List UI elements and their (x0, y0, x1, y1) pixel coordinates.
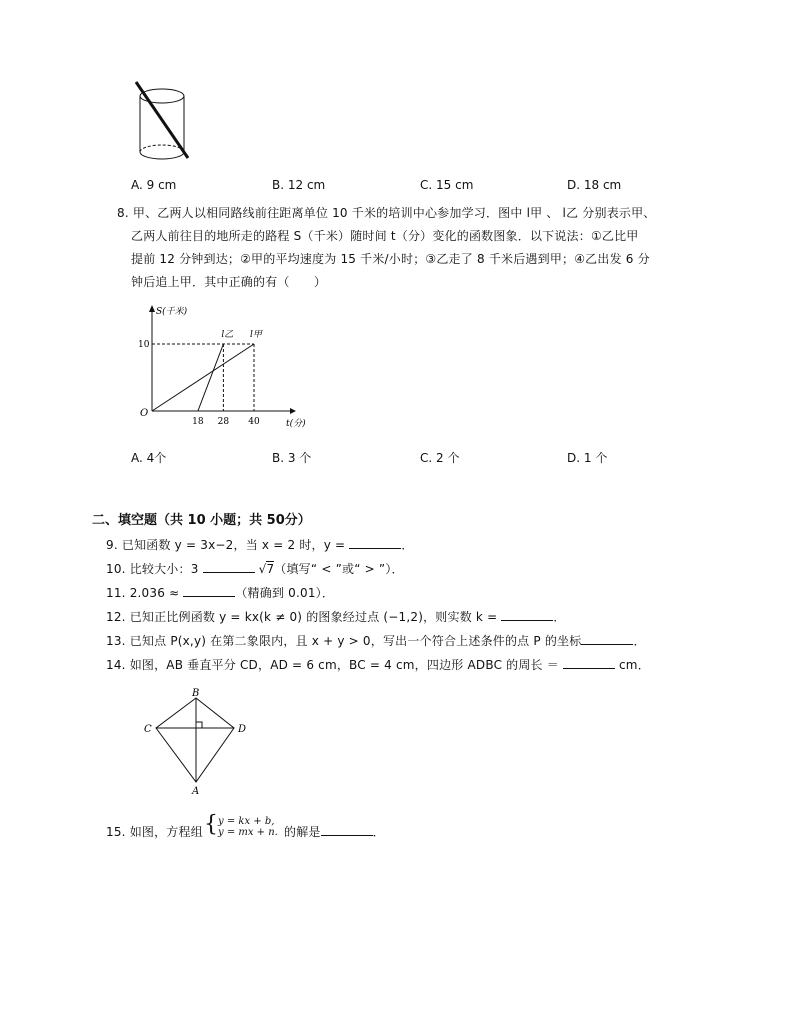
label-d: D (238, 724, 247, 735)
q8-line4: 钟后追上甲．其中正确的有（ ） (131, 275, 327, 289)
label-c: C (144, 724, 152, 735)
q9 (106, 536, 414, 553)
q9-end: ． (401, 538, 414, 552)
sqrt-symbol: √ (258, 562, 267, 576)
cylinder-bottom-back (140, 145, 184, 152)
q8-line1: 8. 甲、乙两人以相同路线前往距离单位 10 千米的培训中心参加学习．图中 l甲 、 l乙 分别表示甲、 (117, 206, 656, 220)
q10-radicand: 7 (266, 562, 275, 576)
q12-end: ． (553, 610, 566, 624)
q11-text: 11. 2.036 ≈ (106, 586, 184, 600)
q11 (106, 584, 334, 601)
origin-label: O (140, 408, 149, 419)
q12-blank[interactable] (501, 609, 553, 621)
q8-option-c: C. 2 个 (420, 451, 460, 465)
y-axis-label: S(千米) (156, 307, 188, 317)
chopstick (136, 82, 188, 158)
q14-text: 14. 如图，AB 垂直平分 CD，AD = 6 cm，BC = 4 cm，四边形 ADBC 的周长 ＝ (106, 658, 563, 672)
section-2-title: 二、填空题（共 10 小题；共 50分） (92, 513, 311, 528)
x-tick-28: 28 (217, 417, 230, 427)
x-tick-40: 40 (248, 417, 260, 427)
system-brace: { (204, 812, 218, 837)
q15-text: 15. 如图，方程组 (106, 825, 203, 839)
q11-end: （精确到 0.01）． (235, 586, 335, 600)
system-eq1: y = kx + b, (218, 816, 275, 827)
q12-text: 12. 已知正比例函数 y = kx(k ≠ 0) 的图象经过点 (−1,2)，则实数 k = (106, 610, 502, 624)
q15-end: ． (372, 825, 385, 839)
right-angle-mark (196, 722, 202, 728)
q8-option-b: B. 3 个 (272, 451, 312, 465)
q15-tail (284, 823, 385, 840)
system-eq2: y = mx + n. (218, 827, 278, 838)
q7-option-c: C. 15 cm (420, 178, 474, 192)
y-tick-10: 10 (138, 340, 150, 350)
q11-blank[interactable] (183, 585, 235, 597)
q13-blank[interactable] (581, 633, 633, 645)
q10-end: （填写“ < ”或“ > ”）． (274, 562, 404, 576)
q10-blank[interactable] (203, 561, 255, 573)
x-axis-arrow (290, 408, 296, 414)
cylinder-bottom-front (140, 152, 184, 159)
q13 (106, 632, 646, 649)
label-a: A (192, 786, 200, 797)
q8-option-a: A. 4个 (131, 451, 167, 465)
line-yi-label: l乙 (221, 330, 234, 340)
line-yi (198, 344, 224, 411)
q15-blank[interactable] (321, 824, 373, 836)
q10-text: 10. 比较大小：3 (106, 562, 203, 576)
line-jia-label: l甲 (250, 330, 262, 340)
q14-blank[interactable] (563, 657, 615, 669)
q10 (106, 560, 404, 577)
q7-option-a: A. 9 cm (131, 178, 177, 192)
q14-end: cm． (615, 658, 650, 672)
q8-distance-time-graph (136, 300, 306, 432)
q7-option-d: D. 18 cm (567, 178, 622, 192)
x-tick-18: 18 (192, 417, 204, 427)
q8-option-d: D. 1 个 (567, 451, 608, 465)
q13-text: 13. 已知点 P(x,y) 在第二象限内，且 x + y > 0，写出一个符合上述条件的点 P 的坐标 (106, 634, 582, 648)
q15-mid: 的解是 (284, 825, 321, 839)
q9-text: 9. 已知函数 y = 3x−2，当 x = 2 时，y = (106, 538, 350, 552)
q12 (106, 608, 566, 625)
y-axis-arrow (149, 305, 155, 312)
q9-blank[interactable] (349, 537, 401, 549)
q8-line3: 提前 12 分钟到达；②甲的平均速度为 15 千米/小时；③乙走了 8 千米后遇到甲；④乙出发 6 分 (131, 252, 650, 266)
line-jia (152, 344, 254, 411)
kite-outline (156, 698, 234, 782)
q13-end: ． (633, 634, 646, 648)
cylinder-figure (128, 78, 198, 166)
q8-line2: 乙两人前往目的地所走的路程 S（千米）随时间 t（分）变化的函数图象．以下说法：①乙比甲 (131, 229, 639, 243)
x-axis-label: t(分) (286, 419, 306, 429)
kite-figure (138, 686, 258, 800)
q14 (106, 656, 650, 673)
label-b: B (192, 688, 200, 699)
q7-option-b: B. 12 cm (272, 178, 326, 192)
